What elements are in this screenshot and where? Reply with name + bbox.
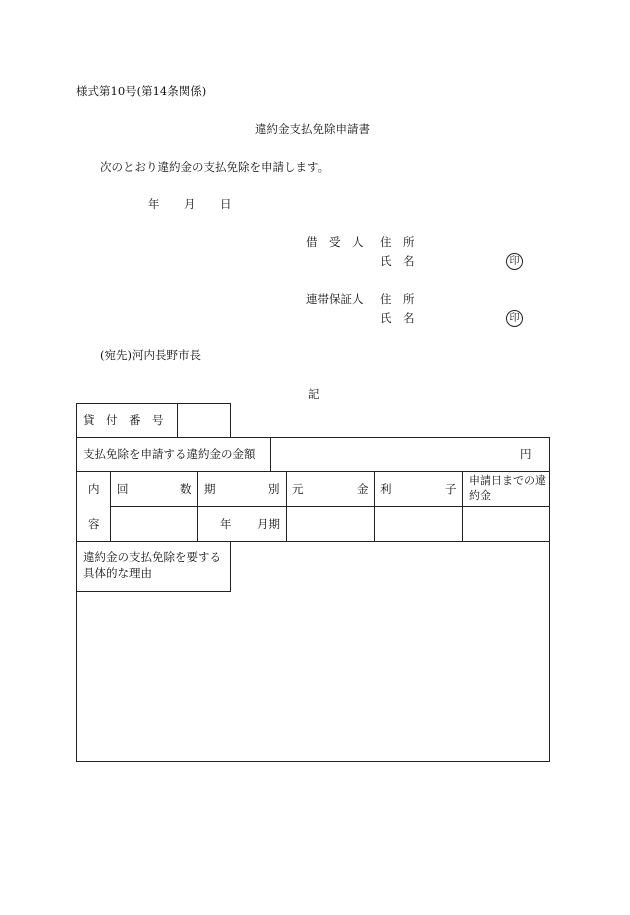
period-month: 月期 — [257, 517, 280, 531]
date-year: 年 — [148, 197, 160, 211]
date-day: 日 — [220, 197, 232, 211]
col-divider-5 — [462, 471, 463, 541]
header-period-a: 期 — [204, 482, 216, 496]
amount-unit: 円 — [520, 447, 532, 461]
row-divider-1 — [76, 471, 550, 472]
header-penalty: 申請日までの違約金 — [469, 474, 546, 502]
borrower-address-label: 住 所 — [380, 235, 415, 249]
col-divider-3 — [286, 471, 287, 541]
intro-text: 次のとおり違約金の支払免除を申請します。 — [100, 160, 330, 174]
header-interest-b: 子 — [445, 482, 457, 496]
form-number: 様式第10号(第14条関係) — [76, 84, 207, 98]
header-period-b: 別 — [268, 482, 280, 496]
borrower-label: 借 受 人 — [306, 235, 364, 249]
guarantor-label: 連帯保証人 — [306, 292, 364, 306]
borrower-seal-mark: 印 — [506, 253, 523, 270]
loan-number-divider — [177, 403, 178, 438]
header-interest-a: 利 — [380, 482, 392, 496]
borrower-name-label: 氏 名 — [380, 254, 415, 268]
header-principal-b: 金 — [357, 482, 369, 496]
amount-label: 支払免除を申請する違約金の金額 — [83, 447, 256, 461]
row-divider-3 — [76, 541, 550, 542]
details-label-top: 内 — [88, 482, 100, 496]
reason-label: 違約金の支払免除を要する具体的な理由 — [83, 550, 221, 580]
reason-label-divider — [230, 541, 231, 592]
row-divider-2 — [110, 506, 550, 507]
header-principal-a: 元 — [292, 482, 304, 496]
reason-label-bottom — [76, 591, 231, 592]
addressee: (宛先)河内長野市長 — [100, 348, 201, 362]
header-times-a: 回 — [117, 482, 129, 496]
header-times-b: 数 — [180, 482, 192, 496]
details-label-bottom: 容 — [88, 517, 100, 531]
date-month: 月 — [184, 197, 196, 211]
col-divider-1 — [110, 471, 111, 541]
note-heading: 記 — [308, 387, 320, 401]
loan-number-label: 貸 付 番 号 — [83, 413, 164, 427]
guarantor-seal-mark: 印 — [506, 310, 523, 327]
guarantor-name-label: 氏 名 — [380, 311, 415, 325]
guarantor-address-label: 住 所 — [380, 292, 415, 306]
document-title: 違約金支払免除申請書 — [255, 122, 370, 136]
amount-divider — [270, 437, 271, 472]
period-year: 年 — [220, 517, 232, 531]
col-divider-4 — [374, 471, 375, 541]
col-divider-2 — [197, 471, 198, 541]
